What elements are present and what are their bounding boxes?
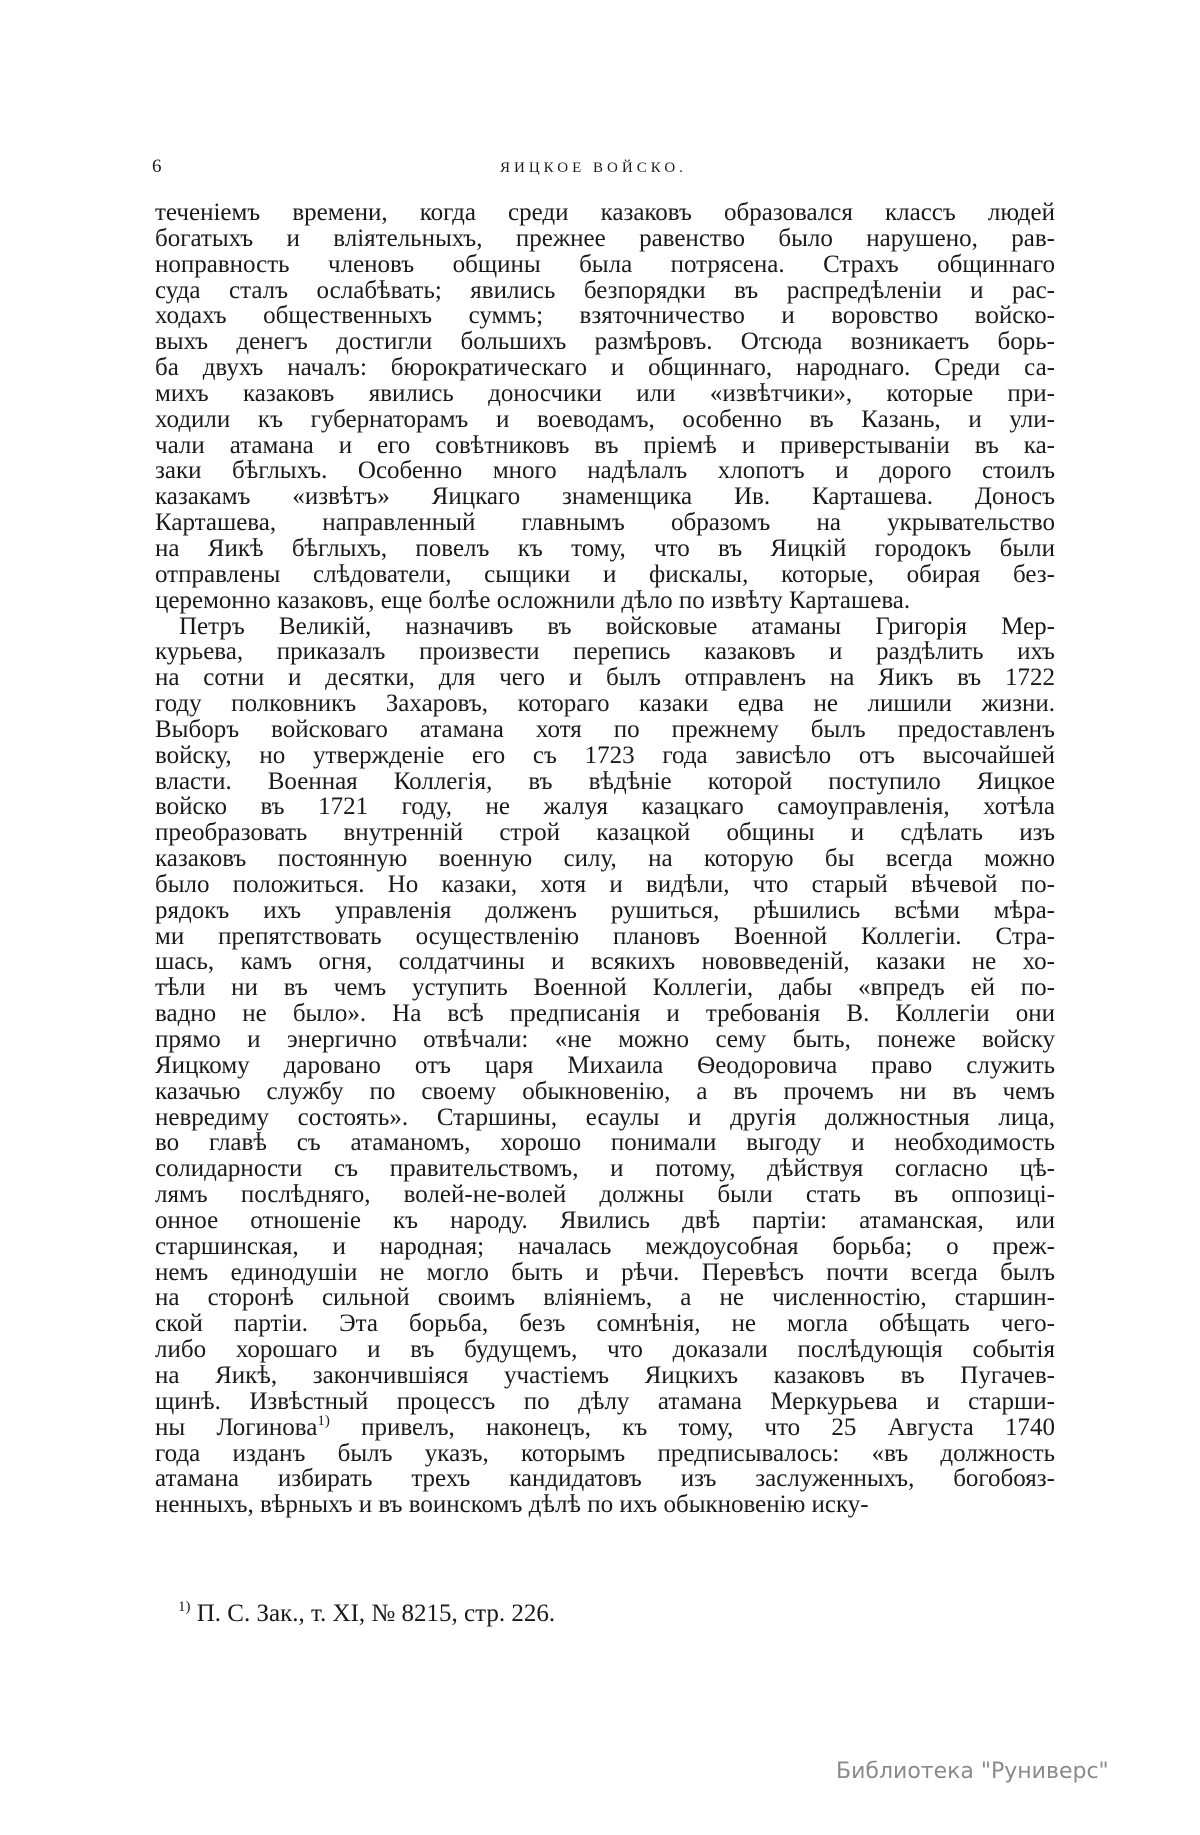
- text-line: атамана избирать трехъ кандидатовъ изъ заслуженныхъ, богобояз-: [155, 1465, 1055, 1493]
- text-line: суда сталъ ослабѣвать; явились безпорядки въ распредѣленіи и рас-: [155, 276, 1055, 304]
- text-line: Петръ Великій, назначивъ въ войсковые атаманы Григорія Мер-: [179, 612, 1055, 640]
- page-number: 6: [152, 156, 163, 177]
- text-line: шась, камъ огня, солдатчины и всякихъ нововведеній, казаки не хо-: [155, 948, 1055, 976]
- text-line: теченіемъ времени, когда среди казаковъ образовался классъ людей: [155, 199, 1055, 226]
- text-line: Карташева, направленный главнымъ образомъ на укрывательство: [155, 509, 1055, 537]
- text-line: старшинская, и народная; началась междоусобная борьба; о преж-: [155, 1232, 1055, 1260]
- text-line: отправлены слѣдователи, сыщики и фискалы, которые, обирая без-: [155, 560, 1055, 588]
- text-line: немъ единодушіи не могло быть и рѣчи. Перевѣсъ почти всегда былъ: [155, 1258, 1055, 1286]
- text-line: щинѣ. Извѣстный процессъ по дѣлу атамана Меркурьева и старши-: [155, 1387, 1055, 1415]
- text-line: рядокъ ихъ управленія долженъ рушиться, рѣшились всѣми мѣра-: [155, 896, 1055, 924]
- text-line: ненныхъ, вѣрныхъ и въ воинскомъ дѣлѣ по ихъ обыкновенію иску-: [155, 1491, 869, 1519]
- text-line: преобразовать внутренній строй казацкой общины и сдѣлать изъ: [155, 819, 1055, 847]
- text-line: казаковъ постоянную военную силу, на которую бы всегда можно: [155, 845, 1055, 873]
- text-line: либо хорошаго и въ будущемъ, что доказали послѣдующія событія: [155, 1336, 1055, 1364]
- text-line: власти. Военная Коллегія, въ вѣдѣніе которой поступило Яицкое: [155, 767, 1055, 795]
- text-line: Выборъ войсковаго атамана хотя по прежнему былъ предоставленъ: [155, 715, 1055, 743]
- text-line-part: ны Логинова: [155, 1413, 318, 1441]
- text-line: солидарности съ правительствомъ, и потому, дѣйствуя согласно цѣ-: [155, 1155, 1055, 1183]
- text-line: чали атамана и его совѣтниковъ въ пріемѣ и приверстываніи въ ка-: [155, 431, 1055, 459]
- text-line: на сторонѣ сильной своимъ вліяніемъ, а не численностію, старшин-: [155, 1284, 1055, 1312]
- text-line: войску, но утвержденіе его съ 1723 года зависѣло отъ высочайшей: [155, 741, 1055, 769]
- text-line: лямъ послѣдняго, волей-не-волей должны были стать въ оппозиці-: [155, 1181, 1055, 1209]
- text-line: михъ казаковъ явились доносчики или «извѣтчики», которые при-: [155, 379, 1055, 407]
- text-line: заки бѣглыхъ. Особенно много надѣлалъ хлопотъ и дорого стоилъ: [155, 457, 1055, 485]
- body-text: [155, 200, 1055, 1518]
- text-line: ми препятствовать осуществленію плановъ Военной Коллегіи. Стра-: [155, 922, 1055, 950]
- text-line: на Яикѣ бѣглыхъ, повелъ къ тому, что въ Яицкій городокъ были: [155, 534, 1055, 562]
- text-line-part: привелъ, наконецъ, къ тому, что 25 Августа 1740: [329, 1413, 1055, 1441]
- text-line: году полковникъ Захаровъ, котораго казаки едва не лишили жизни.: [155, 690, 1055, 718]
- text-line: войско въ 1721 году, не жалуя казацкаго самоуправленія, хотѣла: [155, 793, 1055, 821]
- text-line: казакамъ «извѣтъ» Яицкаго знаменщика Ив. Карташева. Доносъ: [155, 483, 1055, 511]
- text-line: курьева, приказалъ произвести перепись казаковъ и раздѣлить ихъ: [155, 638, 1055, 666]
- text-line: на Яикѣ, закончившіяся участіемъ Яицкихъ казаковъ въ Пугачев-: [155, 1361, 1055, 1389]
- text-line: прямо и энергично отвѣчали: «не можно сему быть, понеже войску: [155, 1026, 1055, 1053]
- text-line: вадно не было». На всѣ предписанія и требованія В. Коллегіи они: [155, 1000, 1055, 1028]
- text-line: года изданъ былъ указъ, которымъ предписывалось: «въ должность: [155, 1439, 1055, 1467]
- running-title: ЯИЦКОЕ ВОЙСКО.: [500, 160, 687, 176]
- text-line: ходили къ губернаторамъ и воеводамъ, особенно въ Казань, и ули-: [155, 405, 1055, 433]
- text-line: выхъ денегъ достигли большихъ размѣровъ. Отсюда возникаетъ борь-: [155, 328, 1055, 356]
- text-line: ской партіи. Эта борьба, безъ сомнѣнія, не могла обѣщать чего-: [155, 1310, 1055, 1338]
- text-line: церемонно казаковъ, еще болѣе осложнили дѣло по извѣту Карташева.: [155, 586, 911, 614]
- footnote-marker: 1): [178, 1599, 191, 1615]
- text-line: Яицкому даровано отъ царя Михаила Ѳеодоровича право служить: [155, 1051, 1055, 1079]
- text-line: казачью службу по своему обыкновенію, а въ прочемъ ни въ чемъ: [155, 1077, 1055, 1105]
- text-line: [155, 1412, 1055, 1441]
- footnote: [178, 1600, 555, 1628]
- text-line: во главѣ съ атаманомъ, хорошо понимали выгоду и необходимость: [155, 1129, 1055, 1157]
- library-watermark: Библиотека "Руниверс": [836, 1759, 1109, 1784]
- text-line: ходахъ общественныхъ суммъ; взяточничество и воровство войско-: [155, 302, 1055, 330]
- footnote-reference: 1): [317, 1412, 330, 1429]
- footnote-text: П. С. Зак., т. XI, № 8215, стр. 226.: [190, 1600, 556, 1627]
- text-line: богатыхъ и вліятельныхъ, прежнее равенство было нарушено, рав-: [155, 224, 1055, 252]
- text-line: было положиться. Но казаки, хотя и видѣли, что старый вѣчевой по-: [155, 870, 1055, 898]
- text-line: на сотни и десятки, для чего и былъ отправленъ на Яикъ въ 1722: [155, 664, 1055, 692]
- text-line: ноправность членовъ общины была потрясена. Страхъ общиннаго: [155, 250, 1055, 278]
- text-line: невредиму состоять». Старшины, есаулы и другія должностныя лица,: [155, 1103, 1055, 1131]
- text-line: онное отношеніе къ народу. Явились двѣ партіи: атаманская, или: [155, 1206, 1055, 1234]
- text-line: ба двухъ началъ: бюрократическаго и общиннаго, народнаго. Среди са-: [155, 354, 1055, 382]
- text-line: тѣли ни въ чемъ уступить Военной Коллегіи, дабы «впредъ ей по-: [155, 974, 1055, 1002]
